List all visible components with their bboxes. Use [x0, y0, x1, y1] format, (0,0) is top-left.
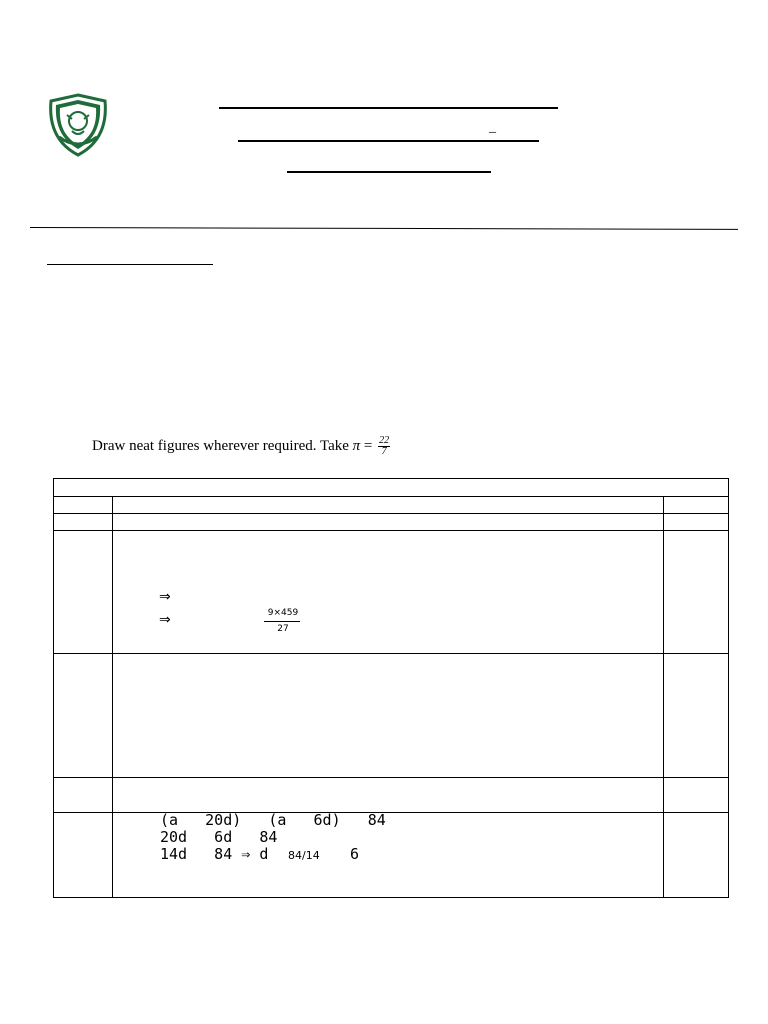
- answer-table: [53, 478, 729, 898]
- implies-symbol: ⇒: [159, 612, 171, 628]
- pi-fraction-numerator: 22: [379, 435, 390, 446]
- header-title-rule-3: [287, 171, 491, 173]
- table-outer-border: [53, 478, 729, 898]
- table-row-divider: [53, 653, 729, 654]
- page-separator: [30, 227, 738, 230]
- table-column-divider: [112, 496, 113, 898]
- section-heading-rule: [47, 264, 213, 265]
- solution-line-2: 20d 6d 84: [160, 828, 278, 846]
- instruction-text: Draw neat figures wherever required. Take: [92, 437, 349, 454]
- header-title-rule-1: [219, 107, 558, 109]
- equals-sign: =: [363, 437, 373, 454]
- table-row-divider: [53, 496, 729, 497]
- pi-symbol: π: [352, 437, 361, 454]
- solution-fraction-numerator: 9×459: [267, 608, 299, 618]
- table-row-divider: [53, 513, 729, 514]
- solution-line-3: 14d 84 ⇒ d: [160, 845, 269, 863]
- solution-fraction-bar: [264, 621, 300, 622]
- pi-fraction: [378, 436, 390, 457]
- solution-fraction-denominator: 27: [277, 624, 289, 634]
- pi-fraction-denominator: 7: [381, 446, 387, 457]
- solution-line-1: (a 20d) (a 6d) 84: [160, 811, 386, 829]
- solution-line-3-fraction: 84/14: [288, 849, 320, 862]
- table-column-divider: [663, 496, 664, 898]
- header-title-rule-2: [238, 140, 539, 142]
- header-underscore-mark: _: [489, 120, 496, 135]
- table-row-divider: [53, 777, 729, 778]
- table-row-divider: [53, 530, 729, 531]
- table-row-divider: [53, 812, 729, 813]
- solution-line-3-result: 6: [350, 845, 360, 863]
- implies-symbol: ⇒: [159, 589, 171, 605]
- school-crest-logo: [45, 93, 111, 157]
- general-instruction: [92, 436, 390, 457]
